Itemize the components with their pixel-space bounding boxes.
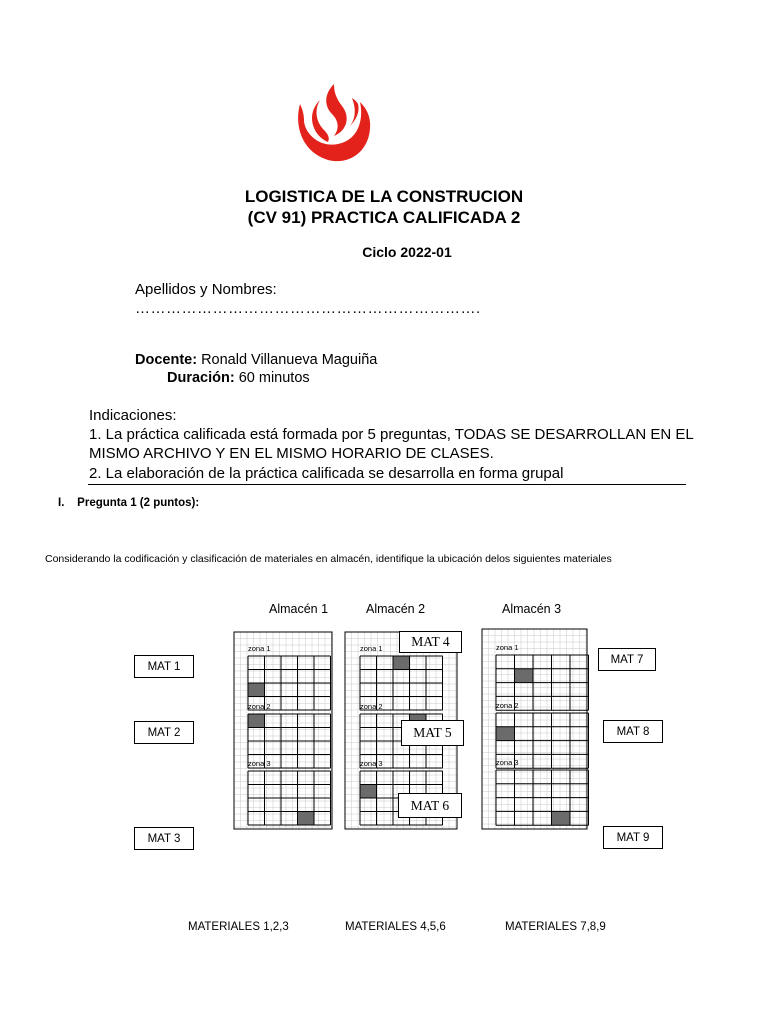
zone-label: zona 1 [496,643,519,652]
zone-label: zona 3 [248,759,271,768]
occupied-cell [248,683,265,697]
instruction-2: 2. La elaboración de la práctica calificada se desarrolla en forma grupal [89,465,564,482]
logo-flame-inner [326,84,346,136]
university-logo [294,80,374,166]
material-box-mat-2: MAT 2 [134,721,194,744]
occupied-cell [552,811,571,825]
material-box-mat-9: MAT 9 [603,826,663,849]
occupied-cell [393,656,410,670]
instructions-underline [88,484,686,485]
zone-label: zona 2 [360,702,383,711]
zone-label: zona 2 [248,702,271,711]
question-prompt: Considerando la codificación y clasificación de materiales en almacén, identifique la ubicación delos siguientes materiales [45,553,612,565]
answer-group-1: MATERIALES 1,2,3 [188,921,289,933]
zone-label: zona 3 [496,758,519,767]
material-box-mat-6: MAT 6 [398,793,462,818]
warehouse-2-label: Almacén 2 [366,602,426,616]
material-box-mat-4: MAT 4 [399,631,462,653]
question-number: I. [58,497,65,509]
zone-label: zona 3 [360,759,383,768]
zone-label: zona 2 [496,701,519,710]
duration-value: 60 minutos [238,370,310,386]
material-box-mat-5: MAT 5 [401,720,464,746]
teacher-name: Ronald Villanueva Maguiña [201,352,378,368]
name-label: Apellidos y Nombres: [135,281,277,298]
material-box-mat-8: MAT 8 [603,720,663,743]
teacher-label: Docente: [135,352,198,368]
zone-label: zona 1 [248,644,271,653]
occupied-cell [360,785,377,799]
answer-group-3: MATERIALES 7,8,9 [505,921,606,933]
academic-cycle: Ciclo 2022-01 [362,244,452,260]
duration-line [167,370,310,386]
name-blank-line: …………………………………………………………. [135,300,481,317]
material-box-mat-7: MAT 7 [598,648,656,671]
warehouse-outline [234,632,332,829]
warehouse-3 [482,629,589,829]
question-heading [58,497,199,509]
teacher-line [135,352,377,368]
logo-flame-left [312,100,329,142]
zone-label: zona 1 [360,644,383,653]
occupied-cell [298,812,315,826]
logo-flame-right [350,98,359,126]
occupied-cell [515,669,534,683]
instruction-1-line2: MISMO ARCHIVO Y EN EL MISMO HORARIO DE CLASES. [89,445,494,462]
warehouse-1 [234,632,332,829]
answer-group-2: MATERIALES 4,5,6 [345,921,446,933]
document-title-line2: (CV 91) PRACTICA CALIFICADA 2 [247,208,521,227]
instruction-1-line1: 1. La práctica calificada está formada por 5 preguntas, TODAS SE DESARROLLAN EN EL [89,426,694,443]
question-title: Pregunta 1 (2 puntos): [77,497,200,509]
material-box-mat-3: MAT 3 [134,827,194,850]
instructions-heading: Indicaciones: [89,407,177,424]
occupied-cell [248,714,265,728]
occupied-cell [496,727,515,741]
duration-label: Duración: [167,370,235,386]
material-box-mat-1: MAT 1 [134,655,194,678]
warehouse-3-label: Almacén 3 [502,602,562,616]
warehouse-1-label: Almacén 1 [269,602,329,616]
document-title-line1: LOGISTICA DE LA CONSTRUCION [244,187,524,206]
